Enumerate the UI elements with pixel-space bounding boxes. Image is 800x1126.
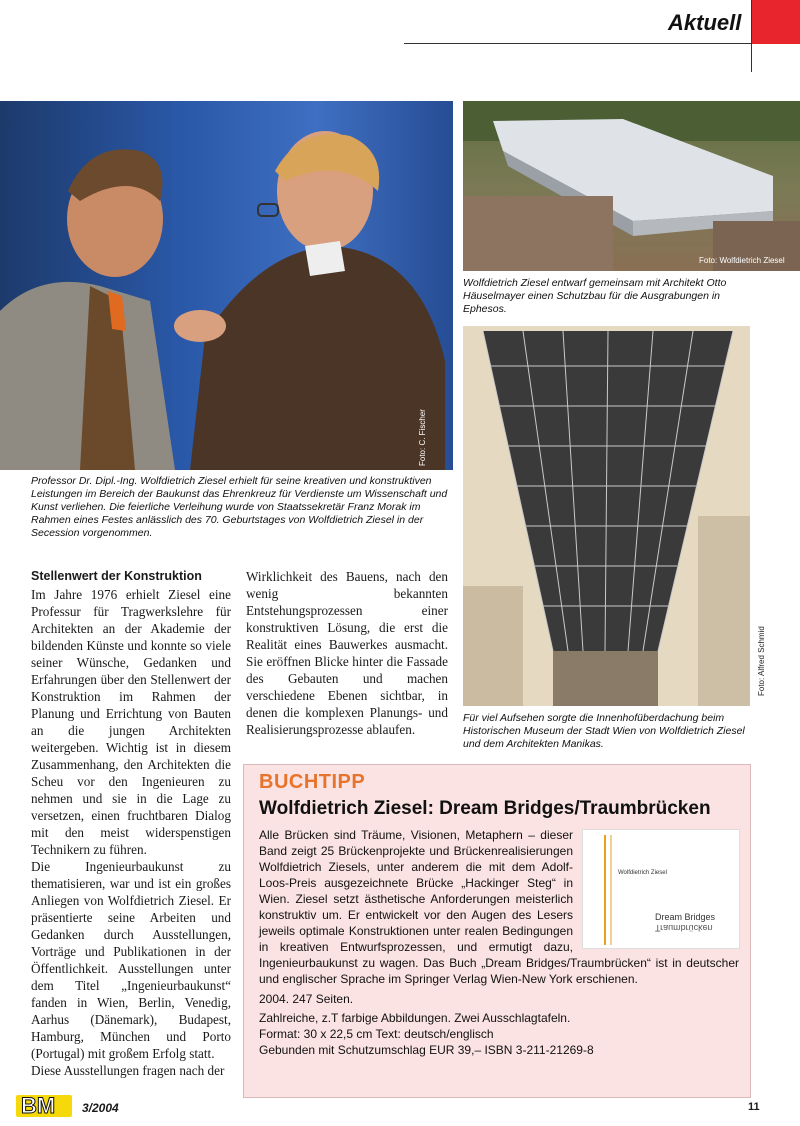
buchtipp-year-pages: 2004. 247 Seiten. (259, 992, 354, 1006)
photo-credit: Foto: Wolfdietrich Ziesel (699, 256, 785, 265)
buchtipp-illustrations: Zahlreiche, z.T farbige Abbildungen. Zwei Ausschlagtafeln. (259, 1011, 571, 1025)
logo-text: BM (21, 1093, 56, 1118)
photo-credit: Foto: Alfred Schmid (757, 626, 766, 696)
buchtipp-title: Wolfdietrich Ziesel: Dream Bridges/Traumbrücken (259, 798, 711, 819)
article-heading: Stellenwert der Konstruktion (31, 569, 202, 583)
article-paragraph: Diese Ausstellungen fragen nach der (31, 1063, 225, 1078)
caption-museum: Für viel Aufsehen sorgte die Innenhofüberdachung beim Historischen Museum der Stadt Wien von Wolfdietrich Ziesel und dem Architekten Manikas. (463, 712, 745, 750)
header-rule-vertical (751, 0, 752, 72)
book-cover-author: Wolfdietrich Ziesel (618, 870, 667, 876)
photo-ephesos-shelter (463, 101, 800, 271)
photo-award-ceremony (0, 101, 453, 470)
book-cover-title: Dream Bridges (655, 912, 716, 922)
photo-museum-courtyard-roof (463, 326, 766, 706)
buchtipp-box (243, 764, 751, 1098)
buchtipp-description (259, 827, 739, 987)
header-accent-block (752, 0, 800, 44)
buchtipp-text: Alle Brücken sind Träume, Visionen, Metaphern – dieser Band zeigt 25 Brückenprojekte und Brückenrealisierungen Wolfdietrich Ziesels, unter anderem die mit dem Adolf-Loos-Preis ausgezeichnete Brücke „Hackinger Steg“ in Wien. Ziesel setzt ästhetische Anforderungen meisterlich konstruktiv um. Er entwickelt vor den Augen des Lesers jeweils optimale Konstruktionen unter realen Bedingungen in kreativen Entwurfsprozessen, und ermutigt dazu, Ingenieurbaukunst zu wagen. Das Buch „Dream Bridges/Traumbrücken“ ist in deutscher und englischer Sprache im Springer Verlag Wien-New York erschienen. (259, 828, 739, 986)
issue-number: 3/2004 (82, 1101, 119, 1115)
article-paragraph: Wirklichkeit des Bauens, nach den wenig bekannten Entstehungsprozessen einer konstruktiven Lösung, die erst die Realität eines Bauwerkes ausmacht. Sie eröffnen Blicke hinter die Fassade des Gebauten und machen verschiedene Ebenen sichtbar, in denen die komplexen Planungs- und Realisierungsprozesse ablaufen. (246, 569, 448, 737)
section-label: Aktuell (668, 10, 742, 35)
museum-roof-illustration (463, 326, 750, 706)
photo-credit: Foto: C. Fischer (418, 409, 427, 466)
caption-ephesos: Wolfdietrich Ziesel entwarf gemeinsam mit Architekt Otto Häuselmayer einen Schutzbau für die Ausgrabungen in Ephesos. (463, 277, 727, 315)
article-paragraph: Die Ingenieurbaukunst zu thematisieren, war und ist ein großes Anliegen von Wolfdietrich Ziesel. Er präsentierte seine Arbeiten und Gedanken durch Ausstellungen, Vorträge und Publikationen in der Öffentlichkeit. Ausstellungen unter dem Titel „Ingenieurbaukunst“ fanden in Wien, Berlin, Venedig, Aarhus (Dänemark), Budapest, Hamburg, München und Porto (Portugal) mit großem Erfolg statt. (31, 859, 231, 1061)
header-rule (404, 43, 752, 44)
magazine-logo (16, 1095, 72, 1117)
buchtipp-price: Gebunden mit Schutzumschlag EUR 39,– ISBN 3-211-21269-8 (259, 1043, 594, 1057)
book-cover-title-mirrored: Traumbrücken (655, 923, 713, 933)
article-column-2 (246, 568, 448, 738)
article-paragraph: Im Jahre 1976 erhielt Ziesel eine Professur für Tragwerkslehre für Architekten an der Akademie der bildenden Künste und konnte so viele seiner Wünsche, Gedanken und Erfahrungen über den Stellenwert der Konstruktion im Rahmen der Planung und Errichtung von Bauten an die jungen Architekten weitergeben. Wichtig ist in diesem Zusammenhang, den Architekten die Scheu vor den Ingenieuren zu nehmen und sie in die Lage zu versetzen, einen fruchtbaren Dialog mit den meist widerspenstigen Technikern zu führen. (31, 587, 231, 857)
ephesos-illustration (463, 101, 800, 271)
caption-award: Professor Dr. Dipl.-Ing. Wolfdietrich Ziesel erhielt für seine kreativen und konstruktiven Leistungen im Bereich der Baukunst das Ehrenkreuz für Verdienste um Wissenschaft und Kunst verliehen. Die feierliche Verleihung wurde von Staatssekretär Franz Morak im Rahmen eines Festes anlässlich des 70. Geburtstages von Wolfdietrich Ziesel in der Secession vorgenommen. (31, 475, 448, 539)
article-column-1 (31, 568, 231, 1079)
page-number: 11 (748, 1101, 760, 1113)
buchtipp-meta (259, 992, 594, 1058)
award-scene-illustration (0, 101, 453, 470)
buchtipp-format: Format: 30 x 22,5 cm Text: deutsch/englisch (259, 1027, 494, 1041)
buchtipp-label: BUCHTIPP (259, 771, 366, 793)
